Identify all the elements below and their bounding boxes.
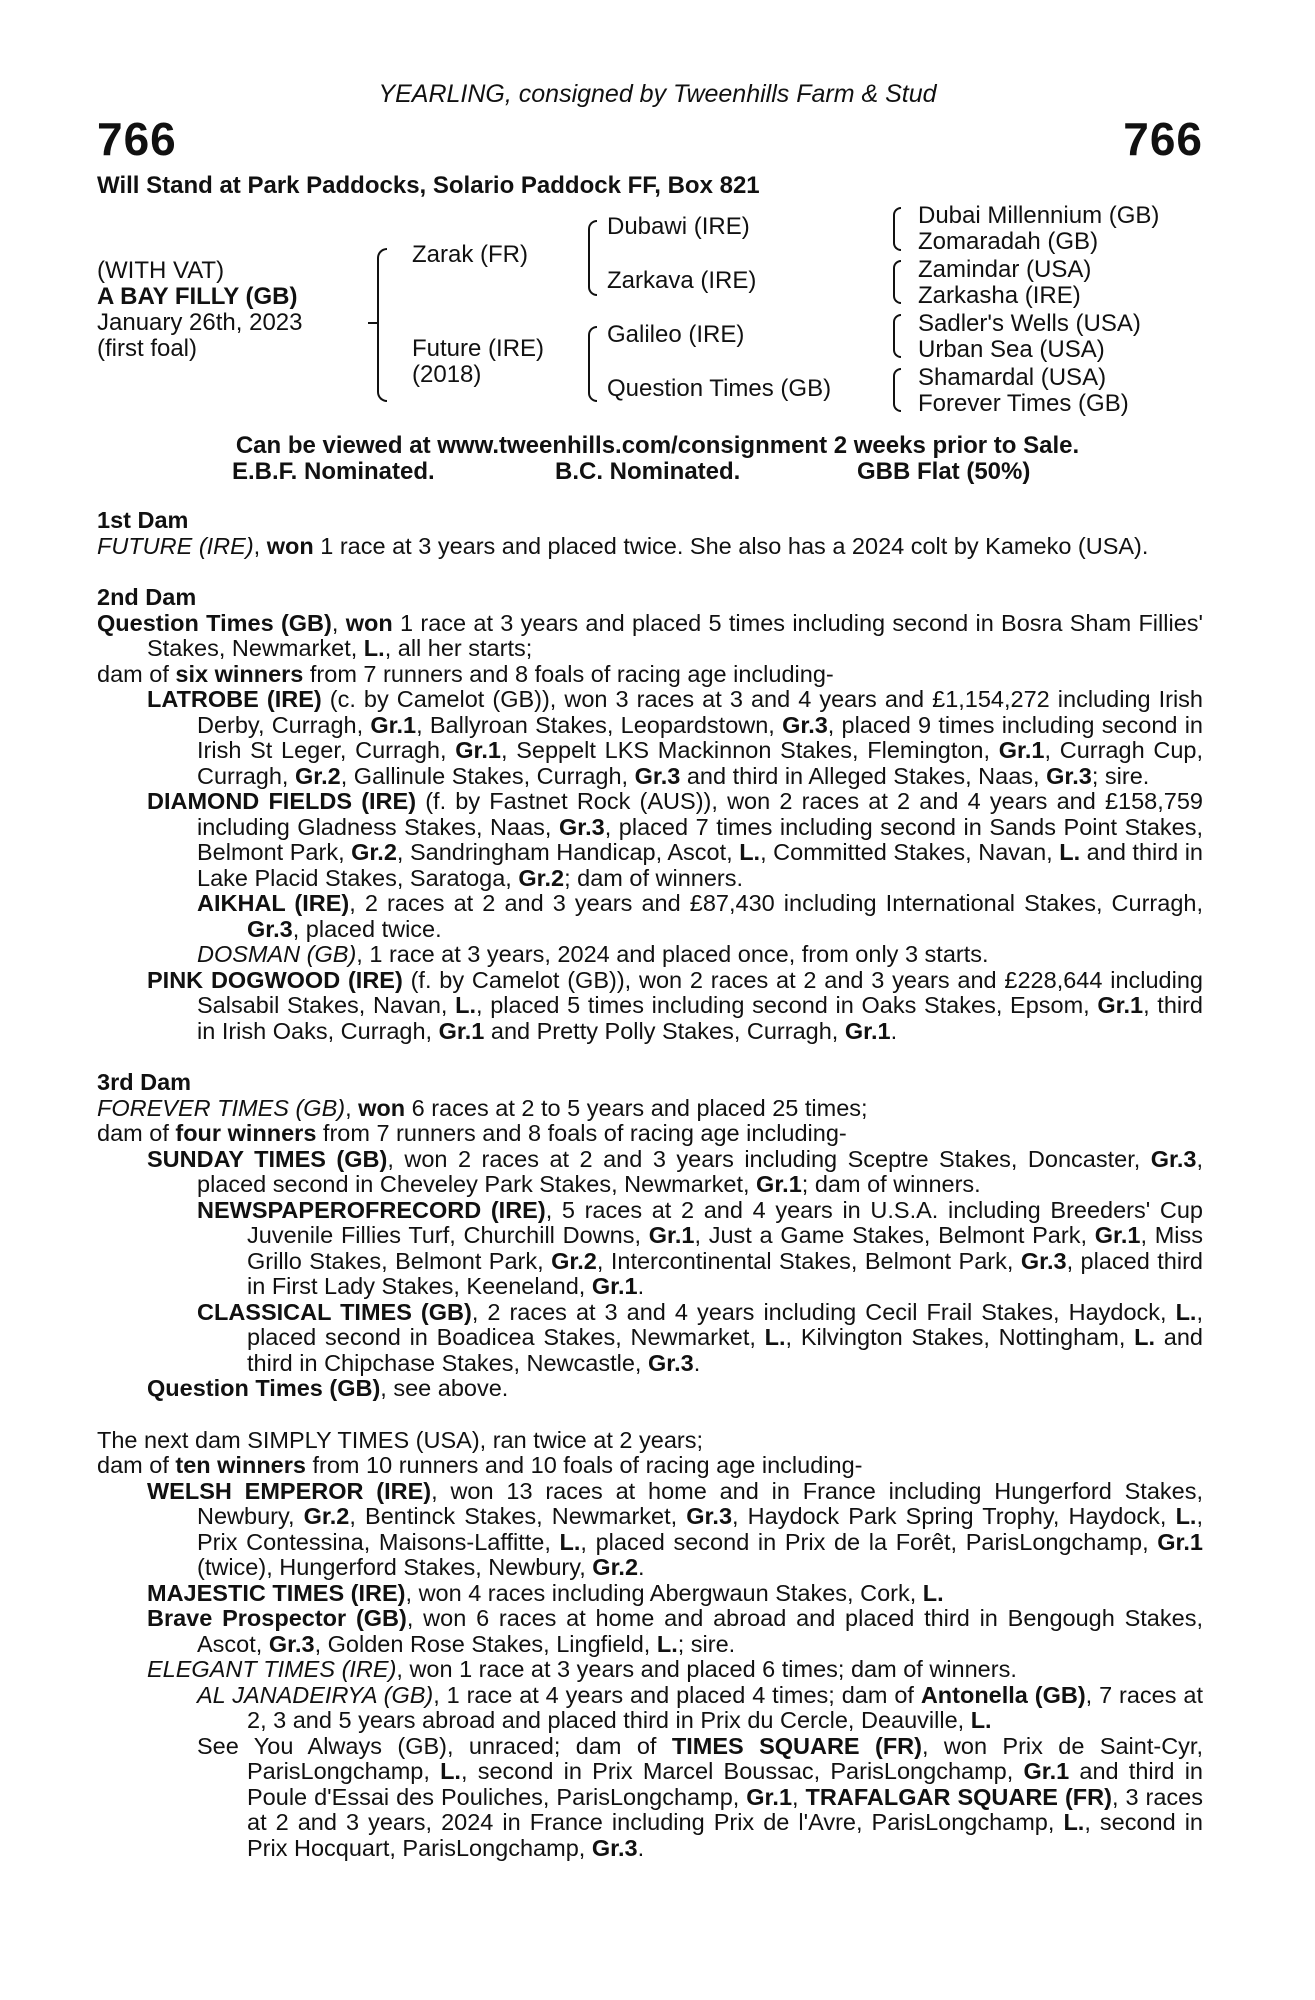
horse-name: CLASSICAL TIMES (GB) (197, 1298, 472, 1325)
record-text: , Miss Grillo Stakes, Belmont Park, (247, 1222, 1204, 1274)
record-text: , (792, 1783, 806, 1810)
horse-name: Antonella (GB) (920, 1681, 1086, 1708)
third-dam-won: won (358, 1094, 406, 1121)
produce-diamond-fields (147, 789, 1203, 891)
horse-name: TRAFALGAR SQUARE (FR) (805, 1783, 1112, 1810)
horse-name: Question Times (GB) (147, 1375, 381, 1401)
record-text: , placed 7 times including second in Sands Point Stakes, Belmont Park, (197, 813, 1204, 865)
record-text: , placed second in Prix de la Forêt, ParisLongchamp, (580, 1528, 1158, 1555)
record-text: , won 6 races at home and abroad and placed third in Bengough Stakes, Ascot, (197, 1605, 1203, 1657)
grade-mark: Gr.1 (591, 1273, 638, 1299)
listed-mark: L. (1134, 1324, 1156, 1350)
record-text: , 1 race at 3 years, 2024 and placed once, from only 3 starts. (356, 941, 989, 967)
produce-brave-prospector (147, 1606, 1203, 1657)
grade-mark: Gr.3 (591, 1834, 638, 1861)
listed-mark: L. (739, 839, 761, 865)
grade-mark: Gr.1 (998, 737, 1045, 763)
record-text: . (638, 1554, 645, 1580)
gg-2: Zomaradah (GB) (918, 228, 1099, 255)
record-text: (f. by Fastnet Rock (AUS)), won 2 races at 2 and 4 years and £158,759 including Gladness Stakes, Naas, (197, 788, 1203, 840)
record-text: and third in Chipchase Stakes, Newcastle, (247, 1324, 1203, 1376)
record-text: and third in Poule d'Essai des Pouliches, ParisLongchamp, (247, 1758, 1203, 1810)
record-text: , Just a Game Stakes, Belmont Park, (694, 1222, 1095, 1248)
grade-mark: Gr.3 (634, 762, 681, 789)
record-text: , Bentinck Stakes, Newmarket, (349, 1503, 687, 1529)
horse-name: NEWSPAPEROFRECORD (IRE) (197, 1196, 546, 1223)
grade-mark: Gr.2 (294, 762, 341, 789)
catalogue-body (97, 508, 1203, 1861)
produce-question-times (147, 1376, 1203, 1402)
record-text: , won 2 races at 2 and 3 years including Sceptre Stakes, Doncaster, (387, 1145, 1151, 1172)
second-dam-name: Question Times (GB) (97, 609, 332, 636)
record-text: , won 4 races including Abergwaun Stakes, Cork, (405, 1579, 923, 1606)
gg-1: Dubai Millennium (GB) (918, 202, 1160, 229)
produce-al-janadeirya (197, 1683, 1203, 1734)
third-dam-produce (97, 1121, 1203, 1147)
first-dam-text: FUTURE (IRE), won 1 race at 3 years and placed twice. She also has a 2024 colt by Kameko (USA). (97, 532, 1149, 559)
record-text: , second in Prix Hocquart, ParisLongchamp, (247, 1809, 1204, 1861)
record-text: , third in Irish Oaks, Curragh, (197, 992, 1203, 1044)
next-dam-intro: The next dam SIMPLY TIMES (USA), ran twice at 2 years; (97, 1426, 703, 1453)
pedigree-brace-main (377, 248, 387, 402)
horse-name: ELEGANT TIMES (IRE) (147, 1656, 397, 1682)
grade-mark: Gr.1 (1023, 1758, 1070, 1784)
record-text: , Committed Stakes, Navan, (760, 839, 1060, 865)
horse-name: PINK DOGWOOD (IRE) (147, 966, 403, 993)
grade-mark: Gr.3 (686, 1503, 733, 1529)
record-text: , see above. (380, 1375, 509, 1401)
produce-pink-dogwood (147, 968, 1203, 1045)
pedigree-brace-g3 (893, 314, 901, 358)
viewing-note: Can be viewed at www.tweenhills.com/consignment 2 weeks prior to Sale. (235, 432, 1080, 459)
listed-mark: L. (1063, 1809, 1085, 1835)
dam-year: (2018) (412, 361, 482, 388)
horse-name: DOSMAN (GB) (197, 941, 357, 967)
pedigree-brace-main-tip (368, 322, 378, 324)
grade-mark: Gr.1 (1157, 1528, 1203, 1555)
record-text: , 1 race at 4 years and placed 4 times; dam of (433, 1681, 921, 1708)
pedigree-brace-dam (588, 326, 597, 402)
third-dam-name: FOREVER TIMES (GB) (97, 1094, 346, 1121)
record-text: , won 1 race at 3 years and placed 6 times; dam of winners. (396, 1656, 1017, 1682)
gg-6: Urban Sea (USA) (918, 336, 1105, 363)
grade-mark: Gr.3 (558, 813, 605, 840)
record-text: . (890, 1017, 898, 1044)
second-dam-record: 1 race at 3 years and placed 5 times including second in Bosra Sham Fillies' Stakes, Newmarket, (147, 609, 1203, 661)
listed-mark: L. (559, 1528, 581, 1555)
record-text: ; dam of winners. (564, 864, 744, 891)
listed-mark: L. (764, 1324, 786, 1350)
dam-dam: Question Times (GB) (607, 375, 832, 402)
record-text: (c. by Camelot (GB)), won 3 races at 3 and 4 years and £1,154,272 including Irish Derby, Curragh, (197, 686, 1204, 738)
horse-name: MAJESTIC TIMES (IRE) (147, 1579, 406, 1606)
produce-elegant-times (147, 1657, 1203, 1683)
record-text: . (693, 1349, 701, 1376)
winners-count: four winners (175, 1120, 317, 1146)
pedigree-brace-sire (588, 220, 597, 296)
ebf-nomination: E.B.F. Nominated. (232, 458, 435, 485)
runners-foals: from 10 runners and 10 foals of racing age including- (305, 1452, 863, 1478)
produce-majestic-times (147, 1581, 1203, 1607)
grade-mark: Gr.1 (746, 1783, 793, 1810)
record-text: . (637, 1834, 645, 1861)
bc-nomination: B.C. Nominated. (555, 458, 741, 485)
record-text: , Intercontinental Stakes, Belmont Park, (596, 1247, 1021, 1274)
grade-mark: Gr.3 (268, 1630, 315, 1657)
record-text: , second in Prix Marcel Boussac, ParisLongchamp, (460, 1758, 1024, 1784)
second-dam-text: Question Times (GB), won 1 race at 3 years and placed 5 times including second in Bosra Sham Fillies' Stakes, Newmarket, L., all her starts; (97, 609, 1203, 661)
grade-mark: Gr.3 (648, 1349, 694, 1376)
first-dam-won: won (266, 532, 314, 559)
grade-mark: Gr.2 (551, 1247, 597, 1274)
first-dam-name: FUTURE (IRE) (97, 532, 254, 559)
grade-mark: Gr.2 (592, 1554, 639, 1580)
second-dam-produce (97, 662, 1203, 688)
stand-location: Will Stand at Park Paddocks, Solario Paddock FF, Box 821 (97, 172, 760, 199)
record-text: , placed 5 times including second in Oaks Stakes, Epsom, (476, 992, 1098, 1018)
second-dam-heading: 2nd Dam (97, 584, 197, 610)
gg-5: Sadler's Wells (USA) (918, 310, 1141, 337)
listed-mark: L. (455, 992, 477, 1018)
dam-sire: Galileo (IRE) (607, 321, 745, 348)
grade-mark: Gr.2 (518, 864, 565, 891)
record-text: ; sire. (1091, 762, 1150, 789)
produce-latrobe (147, 687, 1203, 789)
listed-mark: L. (970, 1707, 992, 1733)
horse-note: (first foal) (97, 335, 198, 362)
record-text: (twice), Hungerford Stakes, Newbury, (197, 1554, 593, 1580)
listed-mark: L. (363, 635, 385, 661)
record-text: , won 13 races at home and in France including Hungerford Stakes, Newbury, (197, 1477, 1203, 1529)
record-text: , 3 races at 2 and 3 years, 2024 in France including Prix de l'Avre, ParisLongchamp, (247, 1783, 1203, 1835)
first-dam-record: 1 race at 3 years and placed twice. She also has a 2024 colt by Kameko (USA). (313, 532, 1149, 559)
record-text: , Golden Rose Stakes, Lingfield, (314, 1630, 657, 1657)
sire-dam: Zarkava (IRE) (607, 267, 757, 294)
next-dam-produce (97, 1453, 1203, 1479)
grade-mark: Gr.3 (1150, 1145, 1197, 1172)
gg-4: Zarkasha (IRE) (918, 282, 1081, 309)
winners-count: ten winners (175, 1452, 306, 1478)
listed-mark: L. (1175, 1298, 1197, 1325)
horse-name: AIKHAL (IRE) (197, 890, 350, 916)
grade-mark: Gr.3 (782, 711, 828, 738)
horse-name: AL JANADEIRYA (GB) (197, 1681, 434, 1708)
record-text: , won Prix de Saint-Cyr, ParisLongchamp, (247, 1732, 1203, 1784)
dam-of-label: dam of (97, 1120, 176, 1146)
pedigree-brace-g2 (893, 260, 901, 304)
record-text: , Seppelt LKS Mackinnon Stakes, Flemington, (500, 737, 999, 763)
sire-sire: Dubawi (IRE) (607, 213, 750, 240)
gbb-note: GBB Flat (50%) (857, 458, 1031, 485)
runners-foals: from 7 runners and 8 foals of racing age including- (316, 1120, 847, 1146)
runners-foals: from 7 runners and 8 foals of racing age including- (303, 660, 834, 687)
record-text: and Pretty Polly Stakes, Curragh, (484, 1017, 845, 1044)
dam-of-label: dam of (97, 660, 176, 687)
pedigree-brace-g4 (893, 368, 901, 412)
sire: Zarak (FR) (412, 241, 528, 268)
record-text: , 2 races at 2 and 3 years and £87,430 including International Stakes, Curragh, (349, 890, 1203, 916)
dam-of-label: dam of (97, 1452, 176, 1478)
produce-dosman (197, 942, 1203, 968)
record-text: , Kilvington Stakes, Nottingham, (785, 1324, 1135, 1350)
grade-mark: Gr.2 (351, 839, 397, 865)
listed-mark: L. (1175, 1503, 1197, 1529)
third-dam-record: 6 races at 2 to 5 years and placed 25 times; (405, 1094, 868, 1121)
record-text: , 5 races at 2 and 4 years in U.S.A. including Breeders' Cup Juvenile Fillies Turf, Churchill Downs, (247, 1196, 1204, 1248)
listed-mark: L. (656, 1630, 678, 1657)
produce-welsh-emperor (147, 1479, 1203, 1581)
grade-mark: Gr.1 (1094, 1222, 1141, 1248)
gg-8: Forever Times (GB) (918, 390, 1129, 417)
record-text: , Prix Contessina, Maisons-Laffitte, (197, 1503, 1203, 1555)
gg-7: Shamardal (USA) (918, 364, 1107, 391)
record-text: , placed 9 times including second in Irish St Leger, Curragh, (197, 711, 1203, 763)
grade-mark: Gr.3 (1020, 1247, 1067, 1274)
produce-aikhal (197, 891, 1203, 942)
record-text: , 2 races at 3 and 4 years including Cecil Frail Stakes, Haydock, (471, 1298, 1176, 1325)
horse-name: SUNDAY TIMES (GB) (147, 1145, 388, 1172)
third-dam-text: FOREVER TIMES (GB), won 6 races at 2 to 5 years and placed 25 times; (97, 1094, 868, 1121)
record-text: , Curragh Cup, Curragh, (197, 737, 1203, 789)
lot-number-left: 766 (97, 113, 177, 165)
record-text: , 7 races at 2, 3 and 5 years abroad and placed third in Prix du Cercle, Deauville, (247, 1681, 1203, 1733)
horse-vat: (WITH VAT) (97, 257, 225, 284)
consignment-line: YEARLING, consigned by Tweenhills Farm & Stud (378, 80, 937, 108)
grade-mark: Gr.3 (1046, 762, 1092, 789)
listed-mark: L. (922, 1579, 944, 1606)
second-dam-won: won (345, 609, 393, 636)
grade-mark: Gr.1 (455, 737, 501, 763)
record-text: ; dam of winners. (801, 1171, 981, 1197)
record-text: and third in Alleged Stakes, Naas, (680, 762, 1047, 789)
record-text: (f. by Camelot (GB)), won 2 races at 2 and 3 years and £228,644 including Salsabil Stakes, Navan, (197, 966, 1203, 1018)
record-text: , Ballyroan Stakes, Leopardstown, (416, 711, 783, 738)
grade-mark: Gr.1 (438, 1017, 485, 1044)
dam: Future (IRE) (412, 335, 545, 362)
horse-name: TIMES SQUARE (FR) (671, 1732, 922, 1759)
record-text: . (637, 1273, 645, 1299)
record-text: , placed twice. (292, 915, 442, 942)
horse-dob: January 26th, 2023 (97, 309, 303, 336)
first-dam-heading: 1st Dam (97, 507, 189, 533)
grade-mark: Gr.1 (370, 711, 417, 738)
record-text: and third in Lake Placid Stakes, Saratoga, (197, 839, 1203, 891)
grade-mark: Gr.1 (648, 1222, 695, 1248)
horse-name: DIAMOND FIELDS (IRE) (147, 788, 417, 814)
record-text: , placed second in Cheveley Park Stakes, Newmarket, (197, 1145, 1204, 1197)
record-text: , Haydock Park Spring Trophy, Haydock, (732, 1503, 1176, 1529)
record-text: See You Always (GB), unraced; dam of (197, 1732, 672, 1759)
second-dam-record-end: , all her starts; (384, 635, 533, 661)
produce-classical-times (197, 1300, 1203, 1377)
horse-name: Brave Prospector (GB) (147, 1605, 407, 1631)
grade-mark: Gr.1 (1097, 992, 1144, 1018)
listed-mark: L. (440, 1758, 461, 1784)
grade-mark: Gr.1 (756, 1171, 802, 1197)
gg-3: Zamindar (USA) (918, 256, 1092, 283)
record-text: , placed third in First Lady Stakes, Keeneland, (247, 1247, 1203, 1299)
horse-name: A BAY FILLY (GB) (97, 283, 298, 310)
produce-see-you-always (197, 1734, 1203, 1862)
grade-mark: Gr.1 (844, 1017, 891, 1044)
third-dam-heading: 3rd Dam (97, 1069, 192, 1095)
listed-mark: L. (1059, 839, 1081, 865)
record-text: , placed second in Boadicea Stakes, Newmarket, (247, 1298, 1203, 1350)
grade-mark: Gr.2 (303, 1503, 350, 1529)
produce-sunday-times (147, 1147, 1203, 1198)
horse-name: LATROBE (IRE) (147, 686, 322, 712)
grade-mark: Gr.3 (247, 915, 293, 942)
produce-newspaperofrecord (197, 1198, 1203, 1300)
winners-count: six winners (175, 660, 304, 687)
record-text: , Sandringham Handicap, Ascot, (396, 839, 740, 865)
record-text: ; sire. (677, 1630, 736, 1657)
horse-name: WELSH EMPEROR (IRE) (147, 1477, 432, 1504)
lot-number-right: 766 (1123, 113, 1203, 165)
record-text: , Gallinule Stakes, Curragh, (340, 762, 635, 789)
pedigree-brace-g1 (893, 207, 901, 251)
